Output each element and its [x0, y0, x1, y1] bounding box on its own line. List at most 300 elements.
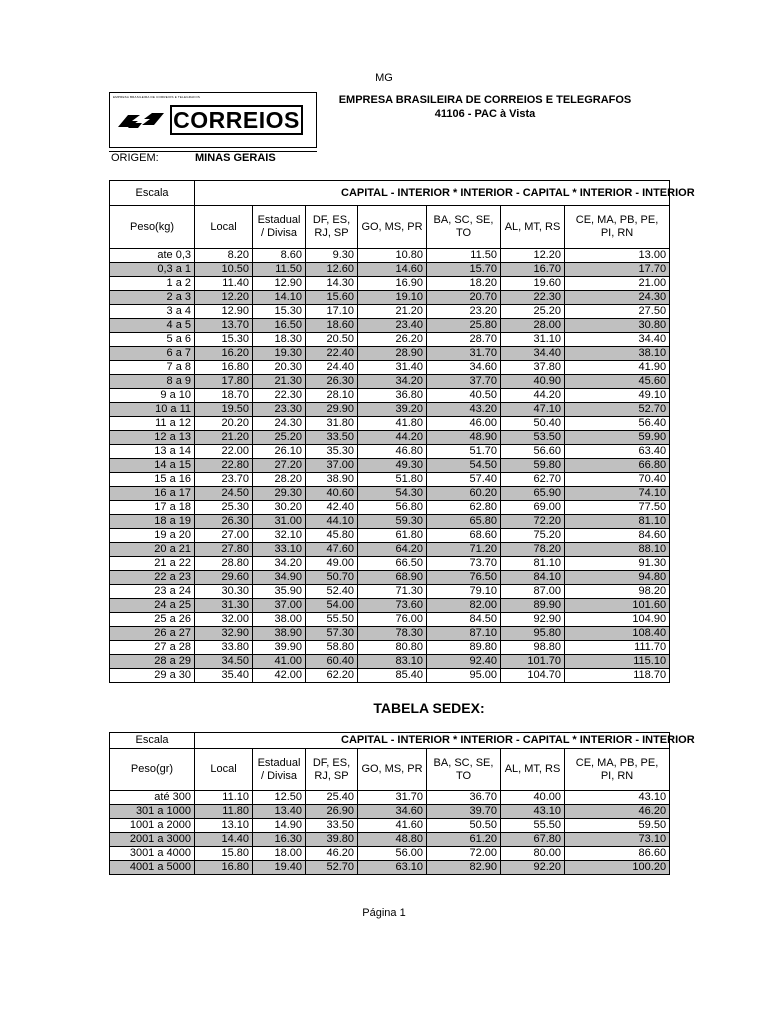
origin-value: MINAS GERAIS — [195, 152, 276, 164]
price-cell: 39.20 — [358, 403, 427, 417]
table-row — [110, 529, 670, 543]
price-cell: 43.10 — [565, 791, 670, 805]
price-cell: 13.10 — [195, 819, 253, 833]
price-cell: 30.80 — [565, 319, 670, 333]
column-header: Local — [195, 749, 253, 791]
price-cell: 40.90 — [501, 375, 565, 389]
price-cell: 15.60 — [306, 291, 358, 305]
price-cell: 12.20 — [501, 249, 565, 263]
price-cell: 55.50 — [501, 819, 565, 833]
price-cell: 73.10 — [565, 833, 670, 847]
weight-range-cell: 9 a 10 — [110, 389, 195, 403]
price-cell: 14.10 — [253, 291, 306, 305]
table-row — [110, 627, 670, 641]
price-cell: 36.70 — [427, 791, 501, 805]
price-cell: 37.00 — [253, 599, 306, 613]
scale-header-row — [110, 181, 670, 206]
price-cell: 45.60 — [565, 375, 670, 389]
price-cell: 28.90 — [358, 347, 427, 361]
price-cell: 68.90 — [358, 571, 427, 585]
price-cell: 11.10 — [195, 791, 253, 805]
weight-range-cell: 4001 a 5000 — [110, 861, 195, 875]
correios-symbol-icon — [118, 107, 164, 133]
price-cell: 21.20 — [195, 431, 253, 445]
price-cell: 22.30 — [253, 389, 306, 403]
price-cell: 40.50 — [427, 389, 501, 403]
price-cell: 51.70 — [427, 445, 501, 459]
price-cell: 12.20 — [195, 291, 253, 305]
column-header: BA, SC, SE, TO — [427, 206, 501, 249]
price-cell: 62.80 — [427, 501, 501, 515]
table-row — [110, 263, 670, 277]
price-cell: 98.80 — [501, 641, 565, 655]
price-cell: 63.10 — [358, 861, 427, 875]
weight-range-cell: 14 a 15 — [110, 459, 195, 473]
price-cell: 41.00 — [253, 655, 306, 669]
price-cell: 85.40 — [358, 669, 427, 683]
price-cell: 48.80 — [358, 833, 427, 847]
price-cell: 25.80 — [427, 319, 501, 333]
price-cell: 80.00 — [501, 847, 565, 861]
price-cell: 54.30 — [358, 487, 427, 501]
price-cell: 37.80 — [501, 361, 565, 375]
weight-range-cell: 16 a 17 — [110, 487, 195, 501]
price-cell: 13.40 — [253, 805, 306, 819]
price-cell: 11.80 — [195, 805, 253, 819]
price-cell: 22.80 — [195, 459, 253, 473]
weight-range-cell: 6 a 7 — [110, 347, 195, 361]
price-cell: 21.30 — [253, 375, 306, 389]
price-cell: 92.20 — [501, 861, 565, 875]
price-cell: 52.70 — [306, 861, 358, 875]
price-cell: 80.80 — [358, 641, 427, 655]
price-cell: 56.40 — [565, 417, 670, 431]
table-row — [110, 319, 670, 333]
price-cell: 51.80 — [358, 473, 427, 487]
table-row — [110, 655, 670, 669]
price-cell: 50.50 — [427, 819, 501, 833]
table-row — [110, 459, 670, 473]
origin-label: ORIGEM: — [111, 152, 159, 164]
price-cell: 26.20 — [358, 333, 427, 347]
page-footer: Página 1 — [362, 907, 406, 919]
price-cell: 71.20 — [427, 543, 501, 557]
price-cell: 26.90 — [306, 805, 358, 819]
price-cell: 77.50 — [565, 501, 670, 515]
price-cell: 24.50 — [195, 487, 253, 501]
price-cell: 44.20 — [358, 431, 427, 445]
price-cell: 52.70 — [565, 403, 670, 417]
table-row — [110, 515, 670, 529]
price-cell: 31.70 — [358, 791, 427, 805]
price-cell: 76.50 — [427, 571, 501, 585]
price-cell: 27.80 — [195, 543, 253, 557]
price-cell: 63.40 — [565, 445, 670, 459]
table-row — [110, 501, 670, 515]
price-cell: 115.10 — [565, 655, 670, 669]
price-cell: 54.50 — [427, 459, 501, 473]
price-cell: 38.90 — [253, 627, 306, 641]
table-row — [110, 403, 670, 417]
weight-range-cell: 18 a 19 — [110, 515, 195, 529]
price-cell: 22.30 — [501, 291, 565, 305]
weight-range-cell: 4 a 5 — [110, 319, 195, 333]
price-cell: 34.20 — [253, 557, 306, 571]
price-cell: 83.10 — [358, 655, 427, 669]
price-cell: 118.70 — [565, 669, 670, 683]
price-cell: 29.90 — [306, 403, 358, 417]
table-row — [110, 305, 670, 319]
price-cell: 88.10 — [565, 543, 670, 557]
weight-range-cell: 1 a 2 — [110, 277, 195, 291]
company-heading — [330, 93, 640, 121]
price-cell: 15.30 — [253, 305, 306, 319]
price-cell: 17.80 — [195, 375, 253, 389]
price-cell: 9.30 — [306, 249, 358, 263]
pac-table — [109, 180, 695, 683]
weight-range-cell: 25 a 26 — [110, 613, 195, 627]
price-cell: 22.40 — [306, 347, 358, 361]
price-cell: 25.20 — [501, 305, 565, 319]
price-cell: 89.90 — [501, 599, 565, 613]
price-cell: 27.50 — [565, 305, 670, 319]
price-cell: 61.80 — [358, 529, 427, 543]
table-row — [110, 833, 670, 847]
table-row — [110, 249, 670, 263]
price-cell: 69.00 — [501, 501, 565, 515]
table-row — [110, 641, 670, 655]
price-cell: 28.20 — [253, 473, 306, 487]
price-cell: 11.40 — [195, 277, 253, 291]
table-row — [110, 557, 670, 571]
logo-wordmark: CORREIOS — [170, 105, 303, 135]
column-header: AL, MT, RS — [501, 206, 565, 249]
price-cell: 35.40 — [195, 669, 253, 683]
price-cell: 43.20 — [427, 403, 501, 417]
price-cell: 82.90 — [427, 861, 501, 875]
price-cell: 29.60 — [195, 571, 253, 585]
weight-range-cell: 3001 a 4000 — [110, 847, 195, 861]
price-cell: 70.40 — [565, 473, 670, 487]
price-cell: 39.90 — [253, 641, 306, 655]
price-cell: 68.60 — [427, 529, 501, 543]
scale-title: CAPITAL - INTERIOR * INTERIOR - CAPITAL * INTERIOR - INTERIOR — [195, 181, 670, 206]
weight-range-cell: 11 a 12 — [110, 417, 195, 431]
weight-range-cell: 17 a 18 — [110, 501, 195, 515]
price-cell: 14.90 — [253, 819, 306, 833]
column-header: CE, MA, PB, PE, PI, RN — [565, 749, 670, 791]
weight-range-cell: 23 a 24 — [110, 585, 195, 599]
price-cell: 55.50 — [306, 613, 358, 627]
column-header: Peso(kg) — [110, 206, 195, 249]
price-cell: 16.80 — [195, 861, 253, 875]
table-row — [110, 791, 670, 805]
price-cell: 76.00 — [358, 613, 427, 627]
price-cell: 10.80 — [358, 249, 427, 263]
price-cell: 53.50 — [501, 431, 565, 445]
price-cell: 40.60 — [306, 487, 358, 501]
price-cell: 81.10 — [501, 557, 565, 571]
column-header: DF, ES, RJ, SP — [306, 749, 358, 791]
price-cell: 16.20 — [195, 347, 253, 361]
price-cell: 17.70 — [565, 263, 670, 277]
weight-range-cell: 8 a 9 — [110, 375, 195, 389]
table-row — [110, 819, 670, 833]
column-header: GO, MS, PR — [358, 749, 427, 791]
weight-range-cell: 10 a 11 — [110, 403, 195, 417]
price-cell: 12.90 — [253, 277, 306, 291]
price-cell: 28.00 — [501, 319, 565, 333]
price-cell: 71.30 — [358, 585, 427, 599]
column-header: Peso(gr) — [110, 749, 195, 791]
column-header: Estadual / Divisa — [253, 749, 306, 791]
price-cell: 101.70 — [501, 655, 565, 669]
price-cell: 37.70 — [427, 375, 501, 389]
price-cell: 23.40 — [358, 319, 427, 333]
price-cell: 42.00 — [253, 669, 306, 683]
weight-range-cell: 3 a 4 — [110, 305, 195, 319]
scale-label: Escala — [135, 186, 169, 199]
weight-range-cell: 20 a 21 — [110, 543, 195, 557]
price-cell: 59.30 — [358, 515, 427, 529]
price-cell: 39.70 — [427, 805, 501, 819]
price-cell: 29.30 — [253, 487, 306, 501]
weight-range-cell: 12 a 13 — [110, 431, 195, 445]
price-cell: 59.90 — [565, 431, 670, 445]
column-header: Local — [195, 206, 253, 249]
correios-logo — [109, 92, 317, 148]
weight-range-cell: 29 a 30 — [110, 669, 195, 683]
price-cell: 30.20 — [253, 501, 306, 515]
price-cell: 111.70 — [565, 641, 670, 655]
table-row — [110, 543, 670, 557]
price-cell: 86.60 — [565, 847, 670, 861]
price-cell: 81.10 — [565, 515, 670, 529]
price-cell: 78.20 — [501, 543, 565, 557]
column-header: BA, SC, SE, TO — [427, 749, 501, 791]
price-cell: 14.30 — [306, 277, 358, 291]
price-cell: 15.80 — [195, 847, 253, 861]
price-cell: 78.30 — [358, 627, 427, 641]
price-cell: 38.00 — [253, 613, 306, 627]
price-cell: 72.20 — [501, 515, 565, 529]
price-cell: 79.10 — [427, 585, 501, 599]
table-row — [110, 445, 670, 459]
weight-range-cell: até 300 — [110, 791, 195, 805]
price-cell: 43.10 — [501, 805, 565, 819]
price-cell: 46.80 — [358, 445, 427, 459]
price-cell: 98.20 — [565, 585, 670, 599]
price-cell: 32.00 — [195, 613, 253, 627]
price-cell: 28.80 — [195, 557, 253, 571]
price-cell: 25.30 — [195, 501, 253, 515]
price-cell: 40.00 — [501, 791, 565, 805]
table-row — [110, 861, 670, 875]
price-cell: 87.00 — [501, 585, 565, 599]
price-cell: 34.60 — [358, 805, 427, 819]
price-cell: 23.70 — [195, 473, 253, 487]
table-row — [110, 613, 670, 627]
price-cell: 46.00 — [427, 417, 501, 431]
table-row — [110, 571, 670, 585]
sedex-table-container — [109, 732, 695, 876]
price-cell: 18.00 — [253, 847, 306, 861]
price-cell: 31.80 — [306, 417, 358, 431]
price-cell: 16.90 — [358, 277, 427, 291]
price-cell: 56.00 — [358, 847, 427, 861]
price-cell: 11.50 — [253, 263, 306, 277]
price-cell: 60.20 — [427, 487, 501, 501]
price-cell: 33.50 — [306, 819, 358, 833]
price-cell: 27.00 — [195, 529, 253, 543]
price-cell: 21.20 — [358, 305, 427, 319]
weight-range-cell: 2001 a 3000 — [110, 833, 195, 847]
price-cell: 56.60 — [501, 445, 565, 459]
price-cell: 16.50 — [253, 319, 306, 333]
price-cell: 12.90 — [195, 305, 253, 319]
price-cell: 44.20 — [501, 389, 565, 403]
table-row — [110, 847, 670, 861]
price-cell: 17.10 — [306, 305, 358, 319]
price-cell: 89.80 — [427, 641, 501, 655]
price-cell: 84.60 — [565, 529, 670, 543]
price-cell: 46.20 — [565, 805, 670, 819]
column-header-row — [110, 749, 670, 791]
weight-range-cell: 26 a 27 — [110, 627, 195, 641]
price-cell: 16.70 — [501, 263, 565, 277]
price-cell: 15.70 — [427, 263, 501, 277]
price-cell: 14.60 — [358, 263, 427, 277]
price-cell: 20.50 — [306, 333, 358, 347]
price-cell: 47.60 — [306, 543, 358, 557]
table-row — [110, 585, 670, 599]
price-cell: 32.10 — [253, 529, 306, 543]
price-cell: 10.50 — [195, 263, 253, 277]
price-cell: 45.80 — [306, 529, 358, 543]
price-cell: 49.30 — [358, 459, 427, 473]
table-row — [110, 291, 670, 305]
region-label: MG — [375, 72, 393, 84]
price-cell: 57.30 — [306, 627, 358, 641]
price-cell: 92.40 — [427, 655, 501, 669]
price-cell: 19.10 — [358, 291, 427, 305]
price-cell: 26.10 — [253, 445, 306, 459]
table-row — [110, 487, 670, 501]
weight-range-cell: 28 a 29 — [110, 655, 195, 669]
price-cell: 74.10 — [565, 487, 670, 501]
price-cell: 73.70 — [427, 557, 501, 571]
table-row — [110, 417, 670, 431]
price-cell: 16.80 — [195, 361, 253, 375]
table-row — [110, 333, 670, 347]
price-cell: 31.30 — [195, 599, 253, 613]
price-cell: 104.70 — [501, 669, 565, 683]
table-row — [110, 473, 670, 487]
price-cell: 84.50 — [427, 613, 501, 627]
price-cell: 41.60 — [358, 819, 427, 833]
price-cell: 22.00 — [195, 445, 253, 459]
price-cell: 104.90 — [565, 613, 670, 627]
pac-table-container — [109, 180, 695, 688]
price-cell: 38.10 — [565, 347, 670, 361]
column-header: Estadual / Divisa — [253, 206, 306, 249]
price-cell: 36.80 — [358, 389, 427, 403]
price-cell: 31.10 — [501, 333, 565, 347]
price-cell: 54.00 — [306, 599, 358, 613]
sedex-table — [109, 732, 695, 875]
price-cell: 32.90 — [195, 627, 253, 641]
price-cell: 15.30 — [195, 333, 253, 347]
price-cell: 75.20 — [501, 529, 565, 543]
price-cell: 60.40 — [306, 655, 358, 669]
price-cell: 34.90 — [253, 571, 306, 585]
price-cell: 18.60 — [306, 319, 358, 333]
weight-range-cell: 7 a 8 — [110, 361, 195, 375]
price-cell: 58.80 — [306, 641, 358, 655]
price-cell: 64.20 — [358, 543, 427, 557]
price-cell: 52.40 — [306, 585, 358, 599]
price-cell: 46.20 — [306, 847, 358, 861]
price-cell: 20.20 — [195, 417, 253, 431]
weight-range-cell: 24 a 25 — [110, 599, 195, 613]
price-cell: 31.40 — [358, 361, 427, 375]
price-cell: 24.30 — [253, 417, 306, 431]
price-cell: 108.40 — [565, 627, 670, 641]
price-cell: 34.50 — [195, 655, 253, 669]
price-cell: 61.20 — [427, 833, 501, 847]
price-cell: 12.50 — [253, 791, 306, 805]
price-cell: 19.60 — [501, 277, 565, 291]
weight-range-cell: 27 a 28 — [110, 641, 195, 655]
price-cell: 57.40 — [427, 473, 501, 487]
price-cell: 100.20 — [565, 861, 670, 875]
price-cell: 13.70 — [195, 319, 253, 333]
scale-header-row — [110, 733, 670, 749]
price-cell: 25.40 — [306, 791, 358, 805]
price-cell: 27.20 — [253, 459, 306, 473]
price-cell: 41.90 — [565, 361, 670, 375]
price-cell: 19.40 — [253, 861, 306, 875]
price-cell: 44.10 — [306, 515, 358, 529]
weight-range-cell: 15 a 16 — [110, 473, 195, 487]
price-cell: 18.30 — [253, 333, 306, 347]
table-row — [110, 347, 670, 361]
price-cell: 82.00 — [427, 599, 501, 613]
price-cell: 31.70 — [427, 347, 501, 361]
price-cell: 23.30 — [253, 403, 306, 417]
price-cell: 30.30 — [195, 585, 253, 599]
price-cell: 28.70 — [427, 333, 501, 347]
price-cell: 28.10 — [306, 389, 358, 403]
price-cell: 25.20 — [253, 431, 306, 445]
price-cell: 37.00 — [306, 459, 358, 473]
table-row — [110, 599, 670, 613]
table-row — [110, 389, 670, 403]
price-cell: 34.60 — [427, 361, 501, 375]
price-cell: 92.90 — [501, 613, 565, 627]
price-cell: 21.00 — [565, 277, 670, 291]
weight-range-cell: 22 a 23 — [110, 571, 195, 585]
price-cell: 34.40 — [501, 347, 565, 361]
price-cell: 34.40 — [565, 333, 670, 347]
price-cell: 39.80 — [306, 833, 358, 847]
price-cell: 34.20 — [358, 375, 427, 389]
price-cell: 42.40 — [306, 501, 358, 515]
price-cell: 8.20 — [195, 249, 253, 263]
column-header: GO, MS, PR — [358, 206, 427, 249]
price-cell: 62.70 — [501, 473, 565, 487]
company-name: EMPRESA BRASILEIRA DE CORREIOS E TELEGRAFOS — [338, 94, 632, 106]
